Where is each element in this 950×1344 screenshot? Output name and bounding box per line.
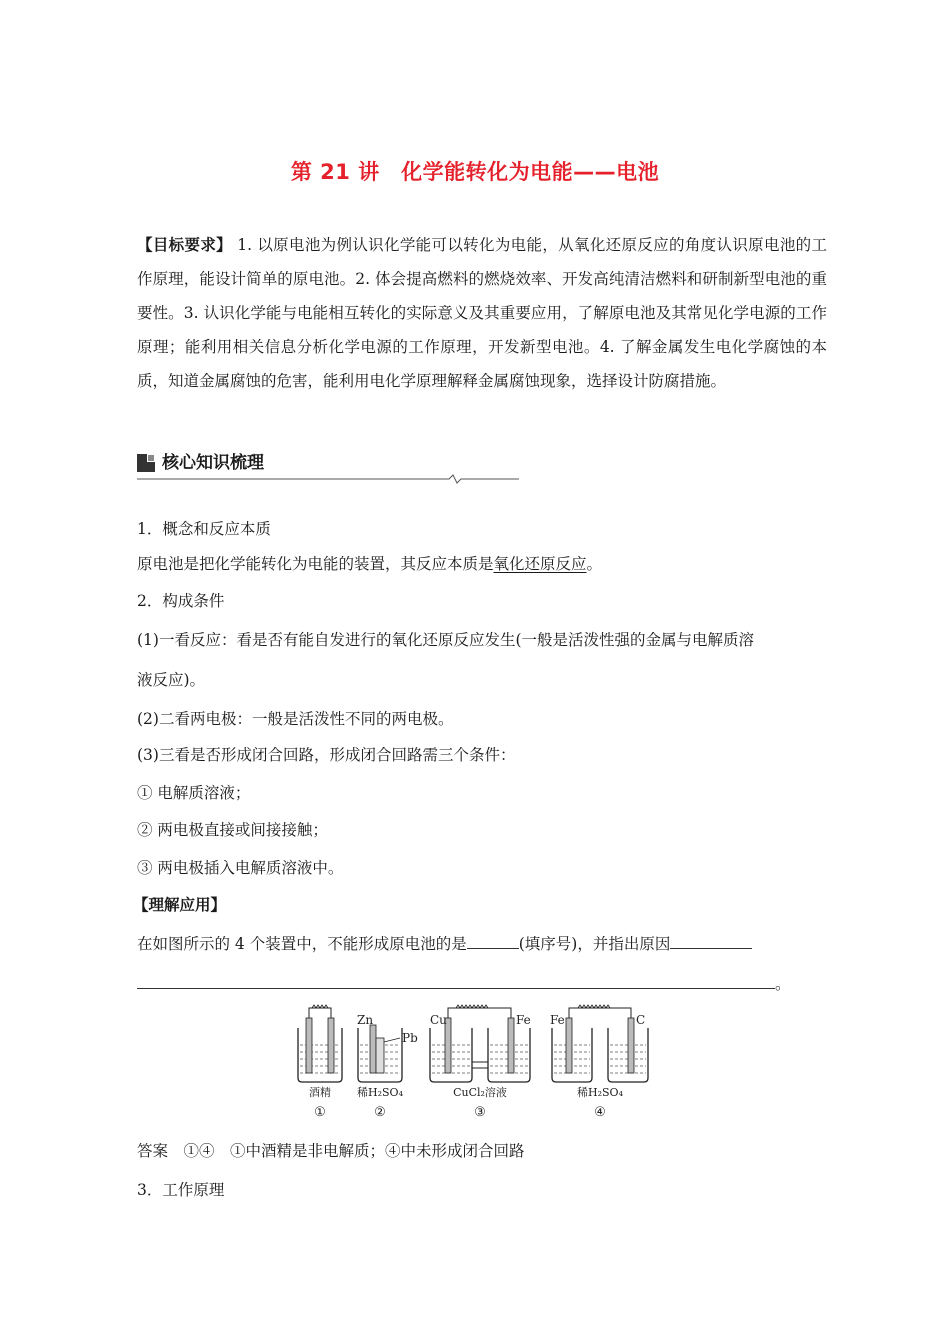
answer-line: 答案 ①④ ①中酒精是非电解质；④中未形成闭合回路 bbox=[137, 1142, 525, 1160]
heading-conditions: 2．构成条件 bbox=[137, 592, 225, 610]
section-square-icon bbox=[137, 454, 155, 472]
concept-paragraph: 原电池是把化学能转化为电能的装置，其反应本质是氧化还原反应。 bbox=[137, 555, 603, 573]
heading-principle: 3．工作原理 bbox=[137, 1181, 225, 1199]
electrode-label-cu: Cu bbox=[430, 1013, 447, 1027]
question-line-2: 。 bbox=[137, 972, 791, 995]
caption-4: 稀H₂SO₄ bbox=[577, 1086, 623, 1099]
apply-heading: 【理解应用】 bbox=[133, 895, 227, 914]
question-line: 在如图所示的 4 个装置中，不能形成原电池的是 (填序号)，并指出原因 bbox=[137, 932, 752, 955]
beaker-4 bbox=[550, 1005, 648, 1082]
electrode-label-c: C bbox=[636, 1013, 646, 1027]
electrode-label-pb: Pb bbox=[402, 1031, 418, 1045]
beaker-2 bbox=[357, 1013, 418, 1082]
beaker-3 bbox=[430, 1005, 531, 1082]
condition-3: (3)三看是否形成闭合回路，形成闭合回路需三个条件： bbox=[137, 746, 516, 764]
answer-underline: 氧化还原反应 bbox=[493, 555, 587, 573]
number-1: ① bbox=[314, 1105, 326, 1120]
answer-blank-3[interactable] bbox=[137, 972, 775, 989]
electrode-label-fe-4: Fe bbox=[550, 1013, 565, 1027]
page-title: 第 21 讲 化学能转化为电能——电池 bbox=[290, 160, 660, 184]
condition-item-2: ② 两电极直接或间接接触； bbox=[137, 821, 328, 839]
section-title: 核心知识梳理 bbox=[162, 453, 264, 473]
electrode-label-fe-3: Fe bbox=[516, 1013, 531, 1027]
section-divider bbox=[137, 474, 519, 484]
condition-item-1: ① 电解质溶液； bbox=[137, 784, 251, 802]
electrode-label-zn: Zn bbox=[357, 1013, 374, 1027]
answer-blank-2[interactable] bbox=[670, 932, 752, 949]
caption-1: 酒精 bbox=[309, 1086, 331, 1099]
goal-paragraph bbox=[137, 228, 827, 398]
number-4: ④ bbox=[594, 1105, 606, 1120]
heading-concept: 1．概念和反应本质 bbox=[137, 520, 271, 538]
caption-2: 稀H₂SO₄ bbox=[357, 1086, 403, 1099]
condition-1b: 液反应)。 bbox=[137, 671, 206, 689]
apparatus-figure bbox=[290, 1000, 670, 1130]
condition-item-3: ③ 两电极插入电解质溶液中。 bbox=[137, 859, 344, 877]
condition-2: (2)二看两电极：一般是活泼性不同的两电极。 bbox=[137, 710, 454, 728]
answer-blank-1[interactable] bbox=[467, 932, 519, 949]
beaker-1 bbox=[298, 1005, 342, 1082]
caption-3: CuCl₂溶液 bbox=[453, 1086, 507, 1099]
goal-text: 1. 以原电池为例认识化学能可以转化为电能，从氧化还原反应的角度认识原电池的工作原理，能设计简单的原电池。2. 体会提高燃料的燃烧效率、开发高纯清洁燃料和研制新型电池的重要性。3. 认识化学能与电能相互转化的实际意义及其重要应用，了解原电池及其常见化学电源的工作原理；能利用相关信息分析化学电源的工作原理，开发新型电池。4. 了解金属发生电化学腐蚀的本质，知道金属腐蚀的危害，能利用电化学原理解释金属腐蚀现象，选择设计防腐措施。 bbox=[137, 236, 828, 390]
condition-1a: (1)一看反应：看是否有能自发进行的氧化还原反应发生(一般是活泼性强的金属与电解质溶 bbox=[137, 631, 755, 649]
number-2: ② bbox=[374, 1105, 386, 1120]
goal-tag: 【目标要求】 bbox=[137, 235, 232, 254]
number-3: ③ bbox=[474, 1105, 486, 1120]
